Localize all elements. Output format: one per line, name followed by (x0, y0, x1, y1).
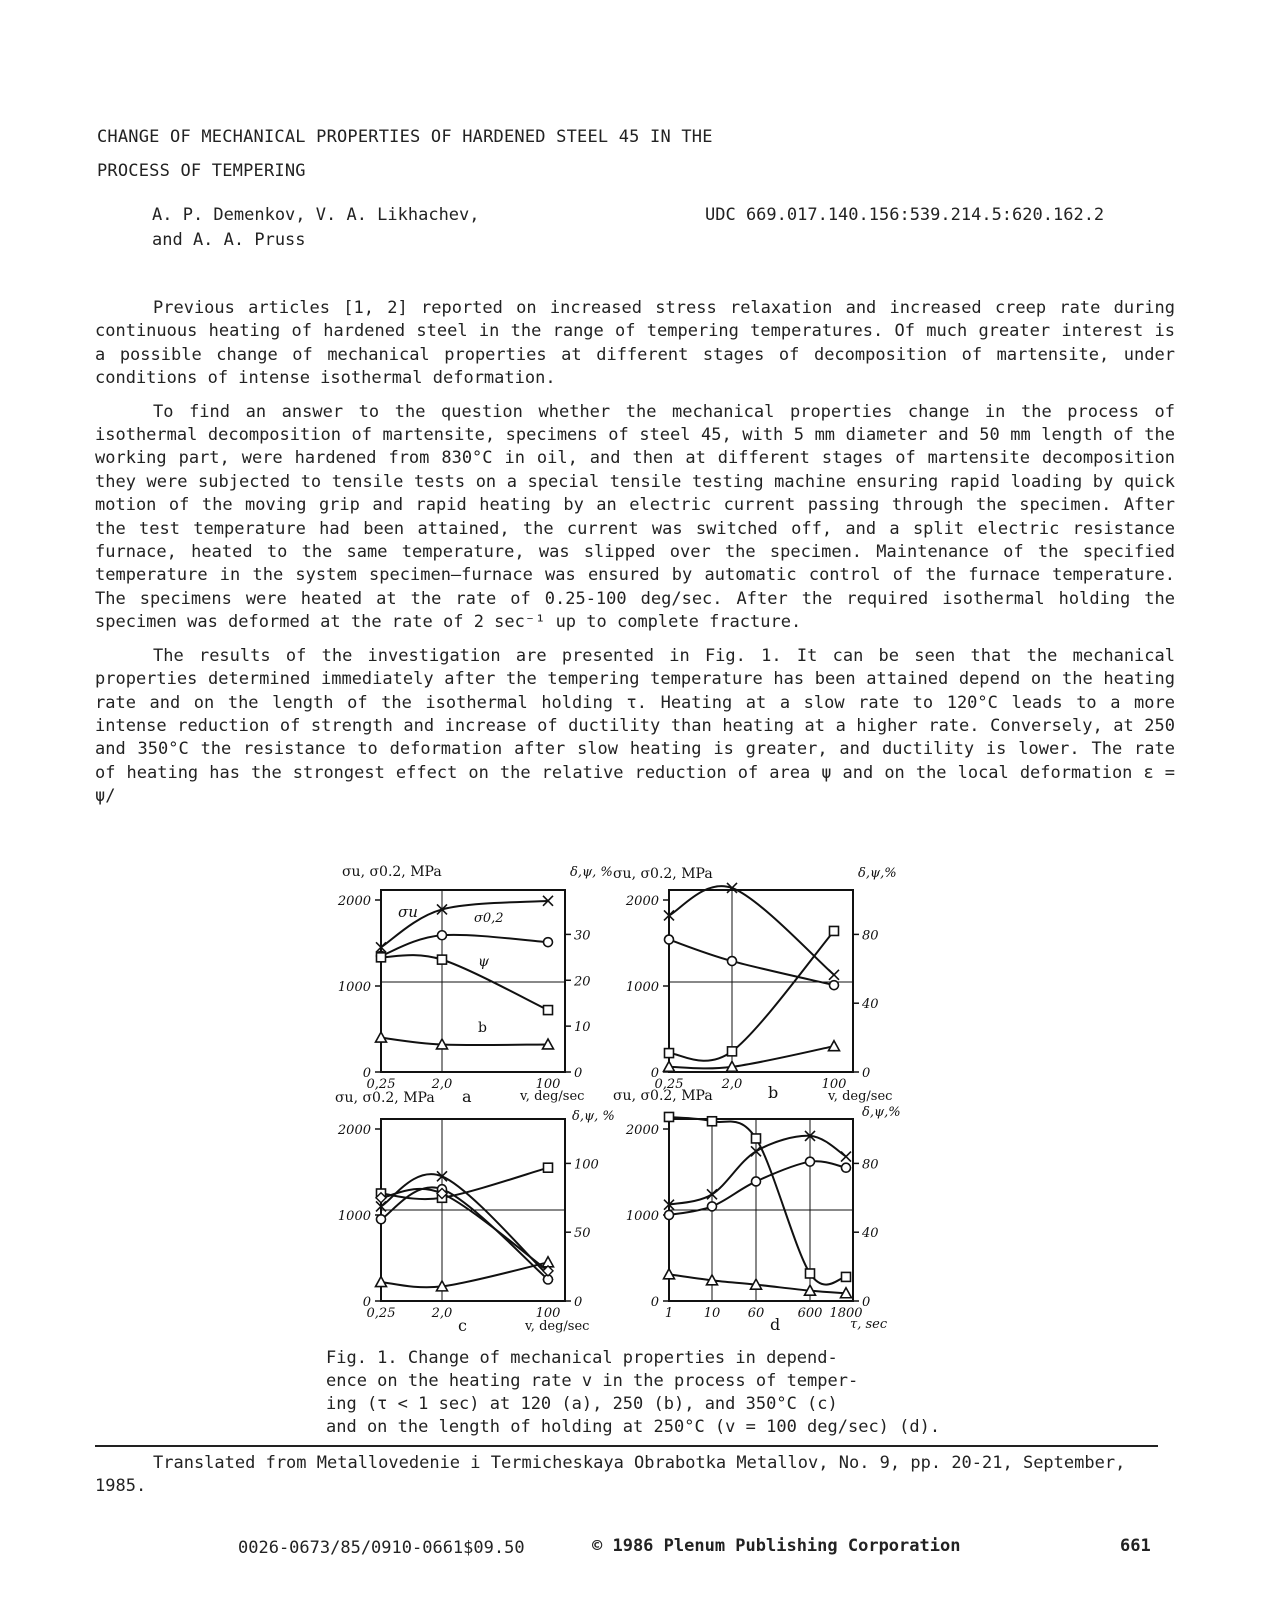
panel-a-series-2-point (544, 1006, 553, 1015)
title-line-2: PROCESS OF TEMPERING (97, 161, 306, 181)
caption-line-1: Fig. 1. Change of mechanical properties in depend- (326, 1348, 838, 1368)
panel-b-left-tick: 2000 (625, 894, 659, 909)
panel-a-x-axis-label: v, deg/sec (520, 1089, 585, 1104)
panel-c-right-axis-label: δ,ψ, % (572, 1109, 615, 1124)
panel-d-letter: d (770, 1315, 781, 1334)
panel-d-series-1-point (752, 1177, 761, 1186)
panel-a-left-axis-label: σu, σ0.2, MPa (342, 864, 442, 880)
panel-c-letter: c (458, 1316, 467, 1335)
panel-a-x-tick: 2,0 (431, 1077, 453, 1092)
panel-d-right-tick: 0 (862, 1295, 871, 1310)
label-b: b (478, 1020, 487, 1036)
panel-c-x-axis-label: v, deg/sec (525, 1319, 590, 1334)
panel-c-left-tick: 2000 (337, 1123, 371, 1138)
panel-c-x-tick: 100 (535, 1306, 561, 1321)
figure-caption (326, 1347, 966, 1439)
panel-b-series-2-point (830, 926, 839, 935)
panel-d-series-1-point (665, 1211, 674, 1220)
panel-d-series-1-point (806, 1157, 815, 1166)
panel-d-series-1-point (842, 1163, 851, 1172)
panel-b-x-tick: 0,25 (654, 1077, 684, 1092)
panel-a-right-axis-label: δ,ψ, % (570, 865, 613, 880)
panel-b-x-tick: 2,0 (721, 1077, 743, 1092)
panel-c-series-1-line (381, 1187, 548, 1279)
authors-line-2: and A. A. Pruss (152, 230, 306, 250)
paragraph-2: To find an answer to the question whether the mechanical properties change in the process of isothermal decomposition of martensite, specimens of steel 45, with 5 mm diameter and 50 mm length of the working part, were hardened from 830°C in oil, and then at different stages of martensite decomposition they were subjected to tensile tests on a special tensile testing machine ensuring rapid loading by quick motion of the moving grip and rapid heating by an electric current passing through the specimen. After the test temperature had been attained, the current was switched off, and a split electric resistance furnace, heated to the same temperature, was slipped over the specimen. Maintenance of the specified temperature in the system specimen—furnace was ensured by automatic control of the furnace temperature. The specimens were heated at the rate of 0.25-100 deg/sec. After the required isothermal holding the specimen was deformed at the rate of 2 sec⁻¹ up to complete fracture. (95, 401, 1175, 633)
panel-a-left-tick: 1000 (337, 980, 371, 995)
panel-b-series-0-point (829, 970, 839, 980)
udc-code: UDC 669.017.140.156:539.214.5:620.162.2 (705, 205, 1105, 225)
caption-line-3: ing (τ < 1 sec) at 120 (a), 250 (b), and 350°C (c) (326, 1394, 838, 1414)
panel-d-series-0-point (841, 1152, 851, 1162)
panel-d-left-tick: 0 (650, 1295, 659, 1310)
panel-a-series-2-point (377, 953, 386, 962)
panel-b-right-tick: 80 (862, 928, 879, 944)
panel-d-series-2-point (708, 1117, 717, 1126)
panel-a-series-1-point (438, 931, 447, 940)
panel-d-left-axis-label: σu, σ0.2, MPa (613, 1088, 713, 1104)
panel-a-series-3-line (381, 1038, 548, 1045)
panel-b-series-2-point (665, 1049, 674, 1058)
panel-b-x-axis-label: v, deg/sec (828, 1089, 893, 1104)
panel-d-left-tick: 1000 (625, 1209, 659, 1224)
panel-c-left-axis-label: σu, σ0.2, MPa (335, 1090, 435, 1106)
panel-d-right-tick: 80 (862, 1157, 879, 1173)
panel-d-series-2-point (806, 1269, 815, 1278)
panel-d-series-1-point (708, 1202, 717, 1211)
panel-d-x-tick: 10 (703, 1306, 721, 1321)
panel-b-frame (669, 890, 853, 1072)
panel-b-x-tick: 100 (821, 1077, 847, 1092)
panel-d-left-tick: 2000 (625, 1123, 659, 1138)
footnote (95, 1452, 1175, 1498)
panel-c-left-tick: 0 (362, 1295, 371, 1310)
panel-b-series-3-line (669, 1046, 834, 1068)
panel-c-series-3-line (381, 1262, 548, 1287)
footnote-text: Translated from Metallovedenie i Termicheskaya Obrabotka Metallov, No. 9, pp. 20-21, September, 1985. (95, 1453, 1126, 1496)
panel-c-right-tick: 0 (574, 1295, 583, 1310)
panel-c-right-tick: 50 (574, 1226, 591, 1242)
panel-a-x-tick: 0,25 (366, 1077, 396, 1092)
panel-b-left-tick: 0 (650, 1066, 659, 1081)
panel-a-right-tick: 0 (574, 1066, 583, 1081)
panel-a-letter: a (462, 1087, 472, 1106)
panel-b-right-tick: 0 (862, 1066, 871, 1081)
article-code: 0026-0673/85/0910-0661$09.50 (238, 1538, 525, 1558)
panel-b-right-tick: 40 (862, 997, 879, 1013)
panel-c-x-tick: 0,25 (366, 1306, 396, 1321)
panel-b-series-2-point (728, 1047, 737, 1056)
label-sigma-u: σu (398, 903, 418, 921)
authors-line-1: A. P. Demenkov, V. A. Likhachev, (152, 205, 480, 225)
panel-a-right-tick: 30 (574, 928, 591, 944)
panel-c-series-4-line (381, 1189, 548, 1271)
panel-c-x-tick: 2,0 (431, 1306, 453, 1321)
panel-a-series-1-line (381, 935, 548, 956)
panel-c-series-0-line (381, 1174, 548, 1275)
label-psi: ψ (478, 954, 489, 970)
panel-d-series-1-line (669, 1161, 846, 1215)
panel-a-series-2-point (438, 955, 447, 964)
panel-a-left-tick: 2000 (337, 894, 371, 909)
footnote-rule (95, 1445, 1158, 1447)
panel-b-left-tick: 1000 (625, 980, 659, 995)
panel-c-series-2-point (544, 1163, 553, 1172)
panel-c-left-tick: 1000 (337, 1209, 371, 1224)
panel-c-right-tick: 100 (574, 1157, 599, 1173)
panel-d-series-3-point (664, 1269, 675, 1279)
panel-b-series-3-point (829, 1041, 840, 1051)
panel-a-series-1-point (544, 938, 553, 947)
panel-d-x-axis-label: τ, sec (850, 1317, 888, 1332)
label-sigma-02: σ0,2 (474, 911, 504, 926)
panel-b-series-1-point (830, 981, 839, 990)
panel-d-x-tick: 60 (747, 1306, 765, 1321)
panel-d-x-tick: 1 (664, 1306, 674, 1321)
caption-line-4: and on the length of holding at 250°C (v = 100 deg/sec) (d). (326, 1417, 941, 1437)
page-number: 661 (1120, 1536, 1151, 1556)
panel-b-left-axis-label: σu, σ0.2, MPa (613, 866, 713, 882)
panel-c-series-1-point (377, 1215, 386, 1224)
panel-d-series-2-point (665, 1112, 674, 1121)
panel-a-left-tick: 0 (362, 1066, 371, 1081)
panel-d-right-axis-label: δ,ψ,% (862, 1105, 901, 1120)
paragraph-3: The results of the investigation are presented in Fig. 1. It can be seen that the mechanical properties determined immediately after the tempering temperature has been attained depend on the heating rate and on the length of the isothermal holding τ. Heating at a slow rate to 120°C leads to a more intense reduction of strength and increase of ductility than heating at a higher rate. Conversely, at 250 and 350°C the resistance to deformation after slow heating is greater, and ductility is lower. The rate of heating has the strongest effect on the relative reduction of area ψ and on the local deformation ε = ψ/ (95, 645, 1175, 807)
title-line-1: CHANGE OF MECHANICAL PROPERTIES OF HARDENED STEEL 45 IN THE (97, 127, 713, 147)
panel-a-right-tick: 10 (574, 1020, 591, 1036)
panel-d-x-tick: 600 (797, 1306, 823, 1321)
panel-b-right-axis-label: δ,ψ,% (858, 866, 897, 881)
panel-a-right-tick: 20 (574, 974, 591, 990)
panel-b-series-1-point (665, 935, 674, 944)
panel-b-letter: b (768, 1083, 779, 1102)
panel-a-x-tick: 100 (535, 1077, 561, 1092)
panel-d-series-2-point (752, 1134, 761, 1143)
copyright: © 1986 Plenum Publishing Corporation (592, 1536, 961, 1556)
paragraph-1: Previous articles [1, 2] reported on increased stress relaxation and increased creep rate during continuous heating of hardened steel in the range of tempering temperatures. Of much greater interest is a possible change of mechanical properties at different stages of decomposition of martensite, under conditions of intense isothermal deformation. (95, 298, 1175, 389)
panel-d-series-2-point (842, 1272, 851, 1281)
panel-d-right-tick: 40 (862, 1226, 879, 1242)
panel-d-series-0-line (669, 1136, 846, 1205)
panel-a-series-2-line (381, 955, 548, 1010)
panel-d-x-tick: 1800 (829, 1306, 863, 1321)
caption-line-2: ence on the heating rate v in the process of temper- (326, 1371, 859, 1391)
panel-b-series-1-point (728, 957, 737, 966)
